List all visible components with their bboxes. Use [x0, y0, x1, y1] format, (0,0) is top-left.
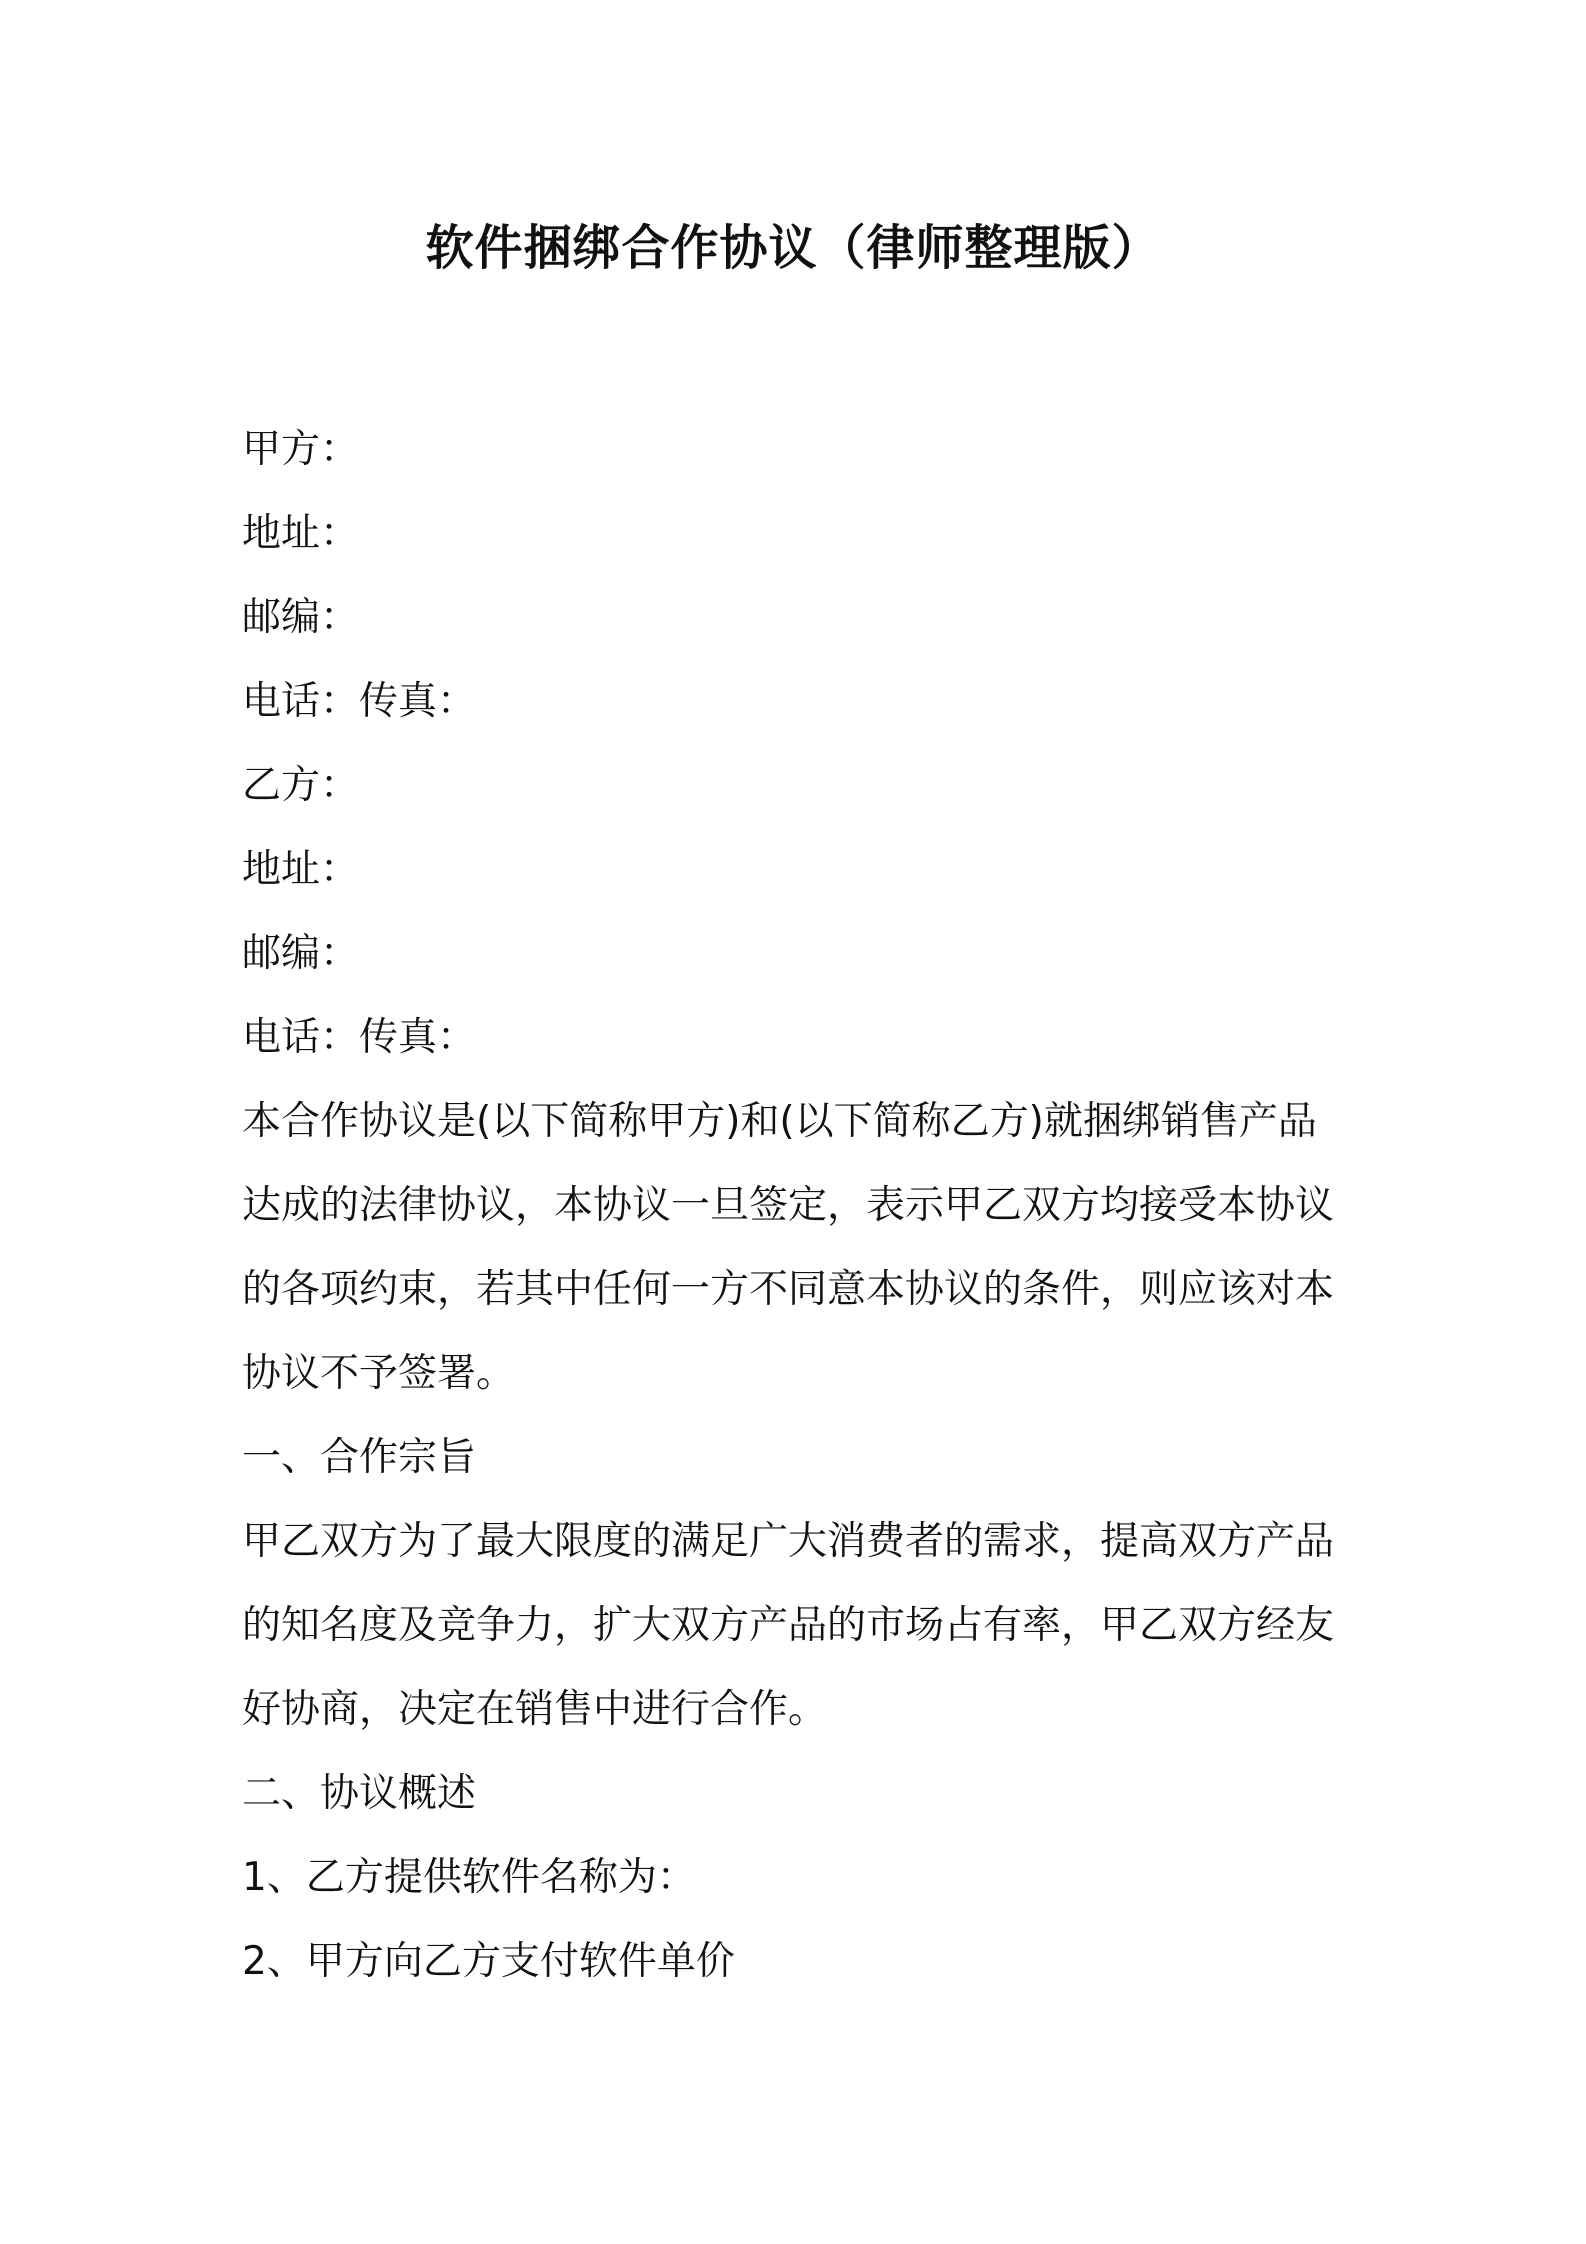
party-b-address-label: 地址： [242, 847, 360, 892]
section-1-line-3: 好协商，决定在销售中进行合作。 [242, 1687, 828, 1732]
preamble-line-1: 本合作协议是(以下简称甲方)和(以下简称乙方)就捆绑销售产品 [242, 1099, 1317, 1144]
preamble-line-2: 达成的法律协议，本协议一旦签定，表示甲乙双方均接受本协议 [242, 1183, 1335, 1228]
party-b-postcode-label: 邮编： [242, 931, 360, 976]
document-body [242, 408, 1362, 2004]
party-a-label: 甲方： [242, 427, 360, 472]
document-title: 软件捆绑合作协议（律师整理版） [425, 220, 1161, 276]
section-1-heading: 一、合作宗旨 [242, 1435, 477, 1480]
party-b-label: 乙方： [242, 763, 360, 808]
section-2-item-2: 2、甲方向乙方支付软件单价 [242, 1939, 735, 1984]
party-a-phone-fax-label: 电话：传真： [242, 679, 477, 724]
section-2-heading: 二、协议概述 [242, 1771, 477, 1816]
section-2-item-1: 1、乙方提供软件名称为： [242, 1855, 696, 1900]
party-a-postcode-label: 邮编： [242, 595, 360, 640]
party-a-address-label: 地址： [242, 511, 360, 556]
section-1-line-1: 甲乙双方为了最大限度的满足广大消费者的需求，提高双方产品 [242, 1519, 1335, 1564]
party-b-phone-fax-label: 电话：传真： [242, 1015, 477, 1060]
preamble-line-4: 协议不予签署。 [242, 1351, 516, 1396]
preamble-line-3: 的各项约束，若其中任何一方不同意本协议的条件，则应该对本 [242, 1267, 1335, 1312]
section-1-line-2: 的知名度及竞争力，扩大双方产品的市场占有率，甲乙双方经友 [242, 1603, 1335, 1648]
